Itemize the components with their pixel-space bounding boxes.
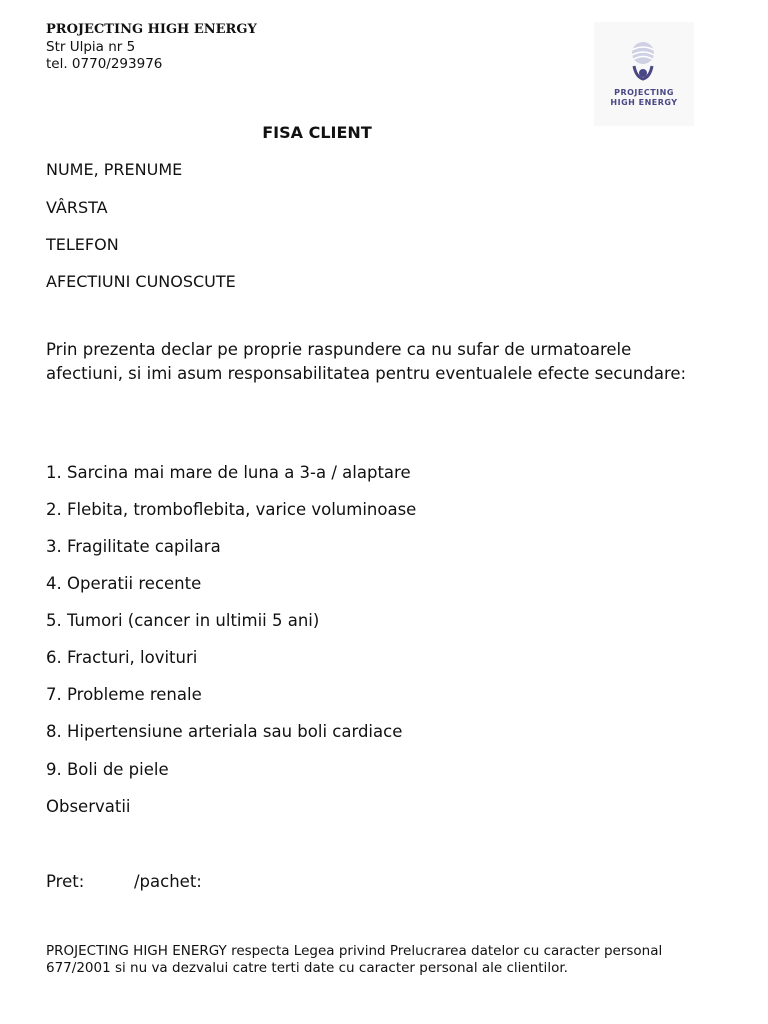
condition-item: 6. Fracturi, lovituri <box>46 648 198 667</box>
declaration-paragraph: Prin prezenta declar pe proprie raspundere ca nu sufar de urmatoarele afectiuni, si imi asum responsabilitatea pentru eventualele efecte secundare: <box>46 340 687 383</box>
company-address: Str Ulpia nr 5 <box>46 39 136 55</box>
company-name: PROJECTING HIGH ENERGY <box>46 22 257 37</box>
condition-item: 9. Boli de piele <box>46 760 169 779</box>
privacy-footer: PROJECTING HIGH ENERGY respecta Legea privind Prelucrarea datelor cu caracter personal 677/2001 si nu va dezvalui catre terti date cu caracter personal ale clientilor. <box>46 943 663 976</box>
condition-item: 2. Flebita, tromboflebita, varice voluminoase <box>46 500 417 519</box>
observations-label: Observatii <box>46 797 131 816</box>
condition-item: 7. Probleme renale <box>46 685 202 704</box>
page-title: FISA CLIENT <box>262 123 372 142</box>
condition-item: 5. Tumori (cancer in ultimii 5 ani) <box>46 611 320 630</box>
field-age-label: VÂRSTA <box>46 198 108 217</box>
company-logo <box>594 22 694 126</box>
field-name-label: NUME, PRENUME <box>46 160 183 179</box>
condition-item: 4. Operatii recente <box>46 574 202 593</box>
condition-item: 3. Fragilitate capilara <box>46 537 221 556</box>
logo-text-line1: PROJECTING <box>614 88 674 97</box>
condition-item: 8. Hipertensiune arteriala sau boli cardiace <box>46 722 403 741</box>
company-phone: tel. 0770/293976 <box>46 56 163 72</box>
field-phone-label: TELEFON <box>46 235 119 254</box>
field-conditions-label: AFECTIUNI CUNOSCUTE <box>46 272 236 291</box>
logo-text-line2: HIGH ENERGY <box>610 98 678 107</box>
price-label: Pret: <box>46 872 85 891</box>
globe-hands-icon <box>594 22 694 92</box>
price-unit-label: /pachet: <box>134 872 202 891</box>
condition-item: 1. Sarcina mai mare de luna a 3-a / alaptare <box>46 463 411 482</box>
